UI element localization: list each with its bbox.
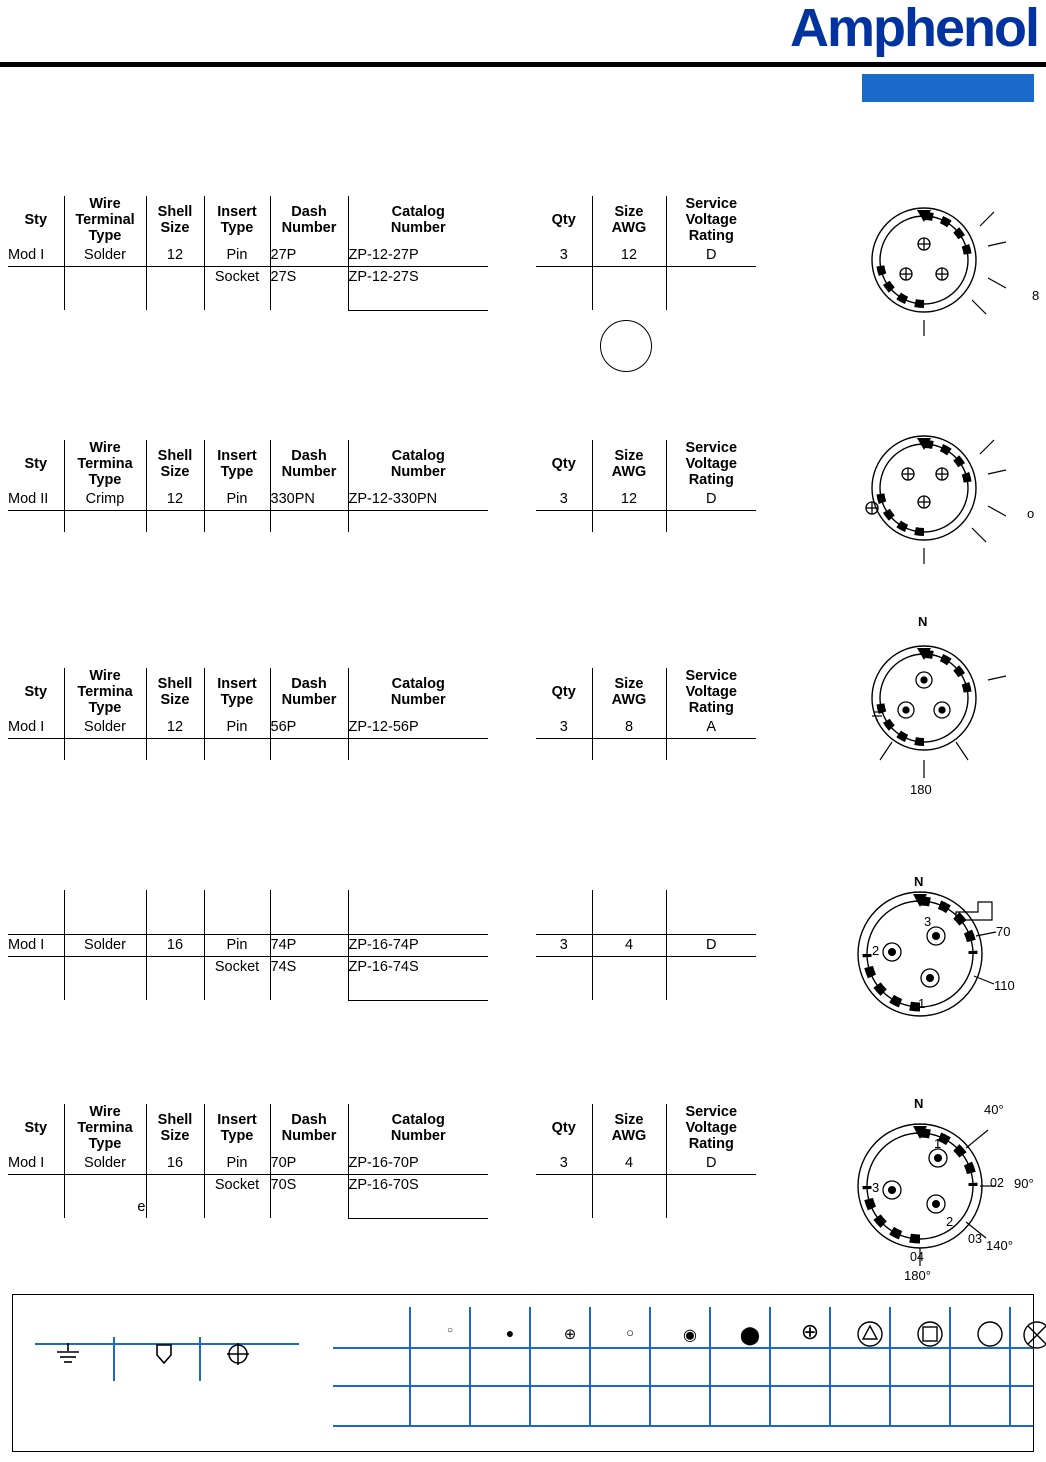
table-row-blank	[8, 912, 756, 934]
angle-label-90: 90°	[1014, 1176, 1034, 1191]
cell-catalog: ZP-12-330PN	[348, 488, 488, 510]
north-label: N	[914, 1096, 924, 1111]
legend-vline-1	[409, 1307, 411, 1427]
col-header-catalog-number: Catalog Number	[348, 668, 488, 716]
cell-spacer	[488, 488, 536, 510]
cell-dash: 56P	[270, 716, 348, 738]
cell-spacer	[488, 266, 536, 288]
extra-label-04: 04	[910, 1250, 924, 1264]
cell-sty	[8, 956, 64, 978]
col-header-service-voltage-rating: Service Voltage Rating	[666, 440, 756, 488]
col-header-shell-size: Shell Size	[146, 196, 204, 244]
cell-blank	[666, 890, 756, 912]
col-header-sty: Sty	[24, 212, 48, 228]
legend-symbol-4: ◉	[683, 1327, 697, 1344]
cell-catalog: ZP-12-27P	[348, 244, 488, 266]
cell-catalog: ZP-16-74P	[348, 934, 488, 956]
cell-blank	[146, 288, 204, 310]
cell-spacer	[488, 934, 536, 956]
cell-sty: Mod II	[8, 488, 64, 510]
cell-insert: Socket	[204, 1174, 270, 1196]
legend-symbol-0: ○	[446, 1325, 454, 1336]
legend-symbol-8-wrap	[901, 1319, 959, 1354]
col-header-catalog-number: Catalog Number	[348, 440, 488, 488]
north-label: N	[918, 614, 928, 629]
col-header-insert-type: Insert Type	[204, 440, 270, 488]
cell-blank	[204, 510, 270, 532]
cell-dash: 27S	[270, 266, 348, 288]
brand-logo	[790, 0, 1038, 56]
table-row-blank	[8, 978, 756, 1000]
cell-catalog: ZP-16-70S	[348, 1174, 488, 1196]
qty-circle-stamp	[600, 320, 652, 372]
cell-spacer	[488, 510, 536, 532]
col-header-wire-terminal-type: Wire Termina Type	[64, 440, 146, 488]
col-header-size-awg: Size AWG	[592, 668, 666, 716]
cell-spacer	[488, 956, 536, 978]
cell-blank	[146, 912, 204, 934]
angle-label: 8	[1032, 288, 1040, 303]
cell-blank	[270, 510, 348, 532]
col-spacer	[488, 196, 536, 244]
table-row	[8, 488, 756, 510]
cell-blank	[64, 510, 146, 532]
cell-sty	[8, 1174, 64, 1196]
cell-catalog: ZP-12-56P	[348, 716, 488, 738]
cell-sty: Mod I	[8, 934, 64, 956]
cell-spacer	[488, 890, 536, 912]
extra-label-03: 03	[968, 1232, 982, 1246]
cell-blank	[592, 978, 666, 1000]
cell-qty	[536, 266, 592, 288]
legend-symbol-1: ●	[505, 1325, 515, 1341]
cell-size: 12	[592, 244, 666, 266]
connector-diagram-1	[862, 196, 1038, 356]
col-header-service-voltage-rating: Service Voltage Rating	[666, 196, 756, 244]
cell-blank	[64, 738, 146, 760]
angle-label-180: 180°	[904, 1268, 931, 1283]
cell-shell: 16	[146, 1152, 204, 1174]
col-header-size-awg: Size AWG	[592, 1104, 666, 1152]
col-spacer	[488, 440, 536, 488]
legend-hline-2	[333, 1385, 1033, 1387]
pin-label-3: 3	[924, 914, 932, 929]
table-row-blank	[8, 738, 756, 760]
cell-insert: Socket	[204, 956, 270, 978]
angle-label-110: 110	[994, 978, 1015, 993]
legend-symbol-9-wrap	[961, 1319, 1019, 1354]
table-header-row	[8, 668, 756, 716]
spec-block-4	[8, 890, 756, 1001]
cell-blank	[536, 890, 592, 912]
spec-table-3	[8, 668, 756, 760]
col-header-service-voltage-rating: Service Voltage Rating	[666, 1104, 756, 1152]
col-header-shell-size: Shell Size	[146, 440, 204, 488]
cell-sty: Mod I	[8, 1152, 64, 1174]
cell-blank	[64, 288, 146, 310]
cell-blank	[204, 978, 270, 1000]
cell-blank	[204, 738, 270, 760]
cell-blank	[666, 738, 756, 760]
cell-qty: 3	[536, 934, 592, 956]
cell-wire-note: e	[64, 1196, 146, 1218]
cell-spacer	[488, 1196, 536, 1218]
cell-blank	[204, 890, 270, 912]
connector-diagram-2	[852, 424, 1038, 584]
shield-icon	[149, 1339, 179, 1374]
spec-table-4	[8, 890, 756, 1001]
cell-size	[592, 1174, 666, 1196]
cell-wire: Solder	[64, 934, 146, 956]
legend-divider-2	[199, 1337, 201, 1381]
cell-wire	[64, 1174, 146, 1196]
cell-blank	[592, 1196, 666, 1218]
cell-wire: Solder	[64, 244, 146, 266]
cell-insert: Pin	[204, 934, 270, 956]
cell-wire: Crimp	[64, 488, 146, 510]
cell-blank	[536, 978, 592, 1000]
cell-blank	[348, 978, 488, 1000]
cell-blank	[270, 288, 348, 310]
cell-blank	[8, 288, 64, 310]
cell-size: 4	[592, 934, 666, 956]
cell-qty: 3	[536, 1152, 592, 1174]
cell-shell: 12	[146, 244, 204, 266]
cell-blank	[270, 738, 348, 760]
legend-symbol-10-wrap	[1017, 1319, 1046, 1356]
cell-blank	[8, 1196, 64, 1218]
cell-blank	[592, 288, 666, 310]
pin-label-2: 2	[872, 943, 880, 958]
cell-spacer	[488, 1174, 536, 1196]
cell-catalog: ZP-16-70P	[348, 1152, 488, 1174]
cell-svr: D	[666, 1152, 756, 1174]
cell-dash: 330PN	[270, 488, 348, 510]
col-header-wire-terminal-type: Wire Terminal Type	[64, 196, 146, 244]
cell-blank	[204, 912, 270, 934]
table-header-row	[8, 196, 756, 244]
table-row-blank	[8, 288, 756, 310]
cell-insert: Pin	[204, 488, 270, 510]
cell-dash: 70S	[270, 1174, 348, 1196]
cell-blank	[8, 738, 64, 760]
col-header-sty: Sty	[24, 456, 48, 472]
cell-blank	[146, 1196, 204, 1218]
legend-panel	[12, 1294, 1034, 1452]
cell-spacer	[488, 738, 536, 760]
cell-blank	[270, 978, 348, 1000]
cell-shell	[146, 956, 204, 978]
col-header-sty: Sty	[24, 684, 48, 700]
col-header-wire-terminal-type: Wire Termina Type	[64, 668, 146, 716]
cell-blank	[146, 510, 204, 532]
cell-blank	[666, 510, 756, 532]
cell-spacer	[488, 912, 536, 934]
col-header-sty: Sty	[24, 1120, 48, 1136]
cell-blank	[536, 510, 592, 532]
spec-block-2	[8, 440, 756, 532]
cell-size: 12	[592, 488, 666, 510]
cell-sty: Mod I	[8, 244, 64, 266]
cell-svr	[666, 956, 756, 978]
cell-svr: D	[666, 934, 756, 956]
cell-size	[592, 956, 666, 978]
col-header-qty: Qty	[551, 684, 576, 700]
cell-insert: Pin	[204, 1152, 270, 1174]
cell-blank	[146, 890, 204, 912]
cell-size: 8	[592, 716, 666, 738]
legend-symbol-grid	[333, 1307, 1033, 1427]
cell-blank	[64, 912, 146, 934]
cell-spacer	[488, 716, 536, 738]
cell-blank	[146, 738, 204, 760]
cell-shell: 16	[146, 934, 204, 956]
cell-dash: 74P	[270, 934, 348, 956]
cell-wire: Solder	[64, 716, 146, 738]
col-header-catalog-number: Catalog Number	[348, 196, 488, 244]
spec-table-1	[8, 196, 756, 311]
cell-blank	[8, 978, 64, 1000]
col-header-shell-size: Shell Size	[146, 668, 204, 716]
header-accent-bar	[862, 74, 1034, 102]
cell-sty: Mod I	[8, 716, 64, 738]
cell-svr: A	[666, 716, 756, 738]
legend-symbol-7-wrap	[841, 1319, 899, 1354]
cell-qty	[536, 956, 592, 978]
cell-blank	[64, 978, 146, 1000]
table-row	[8, 1152, 756, 1174]
angle-label: o	[1027, 506, 1035, 521]
cell-svr	[666, 266, 756, 288]
cell-catalog: ZP-12-27S	[348, 266, 488, 288]
table-header-row	[8, 440, 756, 488]
legend-hline-3	[333, 1425, 1033, 1427]
cell-spacer	[488, 244, 536, 266]
cell-blank	[348, 738, 488, 760]
connector-diagram-4	[846, 866, 1046, 1046]
col-header-qty: Qty	[551, 456, 576, 472]
cell-wire	[64, 266, 146, 288]
cell-size: 4	[592, 1152, 666, 1174]
cell-blank	[8, 510, 64, 532]
cell-blank	[666, 1196, 756, 1218]
cell-catalog: ZP-16-74S	[348, 956, 488, 978]
cell-blank	[348, 510, 488, 532]
cell-dash: 27P	[270, 244, 348, 266]
cell-blank	[536, 912, 592, 934]
extra-label-02: 02	[990, 1176, 1004, 1190]
cell-blank	[666, 912, 756, 934]
table-row	[8, 716, 756, 738]
table-row	[8, 1174, 756, 1196]
legend-divider-1	[113, 1337, 115, 1381]
cell-spacer	[488, 978, 536, 1000]
angle-label-180: 180	[910, 782, 932, 797]
cell-qty	[536, 1174, 592, 1196]
cell-blank	[592, 738, 666, 760]
legend-symbol-2: ⊕	[563, 1326, 577, 1343]
col-header-size-awg: Size AWG	[592, 440, 666, 488]
col-header-dash-number: Dash Number	[270, 440, 348, 488]
table-row-blank	[8, 890, 756, 912]
pin-label-3: 3	[872, 1180, 880, 1195]
cell-blank	[536, 288, 592, 310]
spec-block-3	[8, 668, 756, 760]
col-header-insert-type: Insert Type	[204, 668, 270, 716]
col-header-size-awg: Size AWG	[592, 196, 666, 244]
cell-blank	[348, 1196, 488, 1218]
pin-label-1: 1	[918, 996, 926, 1011]
cell-blank	[666, 288, 756, 310]
table-row-blank	[8, 510, 756, 532]
cell-blank	[592, 912, 666, 934]
cell-wire: Solder	[64, 1152, 146, 1174]
ground-icon	[53, 1341, 83, 1372]
cell-insert: Socket	[204, 266, 270, 288]
cell-sty	[8, 266, 64, 288]
cell-blank	[270, 890, 348, 912]
cell-qty: 3	[536, 488, 592, 510]
spec-table-5	[8, 1104, 756, 1219]
legend-symbol-3: ○	[626, 1325, 634, 1340]
angle-label-40: 40°	[984, 1102, 1004, 1117]
header-divider	[0, 62, 1046, 67]
cell-blank	[348, 890, 488, 912]
cell-spacer	[488, 288, 536, 310]
cell-insert: Pin	[204, 716, 270, 738]
cell-blank	[536, 1196, 592, 1218]
col-spacer	[488, 1104, 536, 1152]
cell-spacer	[488, 1152, 536, 1174]
cell-qty: 3	[536, 716, 592, 738]
connector-diagram-5	[846, 1086, 1046, 1286]
cell-blank	[592, 510, 666, 532]
connector-diagram-3	[852, 614, 1038, 804]
table-row	[8, 934, 756, 956]
spec-block-1	[8, 196, 756, 311]
col-header-catalog-number: Catalog Number	[348, 1104, 488, 1152]
cell-svr: D	[666, 244, 756, 266]
table-row	[8, 1196, 756, 1218]
cell-wire	[64, 956, 146, 978]
table-row	[8, 266, 756, 288]
cell-dash: 70P	[270, 1152, 348, 1174]
cell-blank	[536, 738, 592, 760]
legend-symbol-6: ⊕	[800, 1319, 820, 1344]
spec-block-5	[8, 1104, 756, 1219]
col-header-dash-number: Dash Number	[270, 1104, 348, 1152]
cell-shell	[146, 266, 204, 288]
col-header-dash-number: Dash Number	[270, 668, 348, 716]
pin-label-2: 2	[946, 1214, 954, 1229]
col-header-shell-size: Shell Size	[146, 1104, 204, 1152]
cell-blank	[348, 912, 488, 934]
table-row	[8, 956, 756, 978]
cell-dash: 74S	[270, 956, 348, 978]
col-header-insert-type: Insert Type	[204, 1104, 270, 1152]
col-header-service-voltage-rating: Service Voltage Rating	[666, 668, 756, 716]
legend-symbol-5: ⬤	[739, 1325, 761, 1345]
cell-blank	[592, 890, 666, 912]
cell-blank	[666, 978, 756, 1000]
crosshair-icon	[223, 1339, 253, 1374]
cell-blank	[8, 912, 64, 934]
cell-blank	[204, 1196, 270, 1218]
cell-blank	[204, 288, 270, 310]
table-header-row	[8, 1104, 756, 1152]
cell-blank	[64, 890, 146, 912]
cell-shell	[146, 1174, 204, 1196]
spec-table-2	[8, 440, 756, 532]
cell-size	[592, 266, 666, 288]
cell-blank	[270, 1196, 348, 1218]
table-row	[8, 244, 756, 266]
cell-blank	[8, 890, 64, 912]
north-label: N	[914, 874, 924, 889]
cell-shell: 12	[146, 716, 204, 738]
cell-qty: 3	[536, 244, 592, 266]
cell-svr: D	[666, 488, 756, 510]
col-header-qty: Qty	[551, 1120, 576, 1136]
cell-blank	[348, 288, 488, 310]
cell-svr	[666, 1174, 756, 1196]
cell-insert: Pin	[204, 244, 270, 266]
col-spacer	[488, 668, 536, 716]
col-header-dash-number: Dash Number	[270, 196, 348, 244]
col-header-insert-type: Insert Type	[204, 196, 270, 244]
col-header-wire-terminal-type: Wire Termina Type	[64, 1104, 146, 1152]
brand-logo-text: Amphenol	[790, 0, 1038, 58]
angle-label-140: 140°	[986, 1238, 1013, 1253]
cell-shell: 12	[146, 488, 204, 510]
pin-label-1: 1	[934, 1136, 942, 1151]
angle-label-70: 70	[996, 924, 1011, 939]
cell-blank	[146, 978, 204, 1000]
cell-blank	[270, 912, 348, 934]
col-header-qty: Qty	[551, 212, 576, 228]
